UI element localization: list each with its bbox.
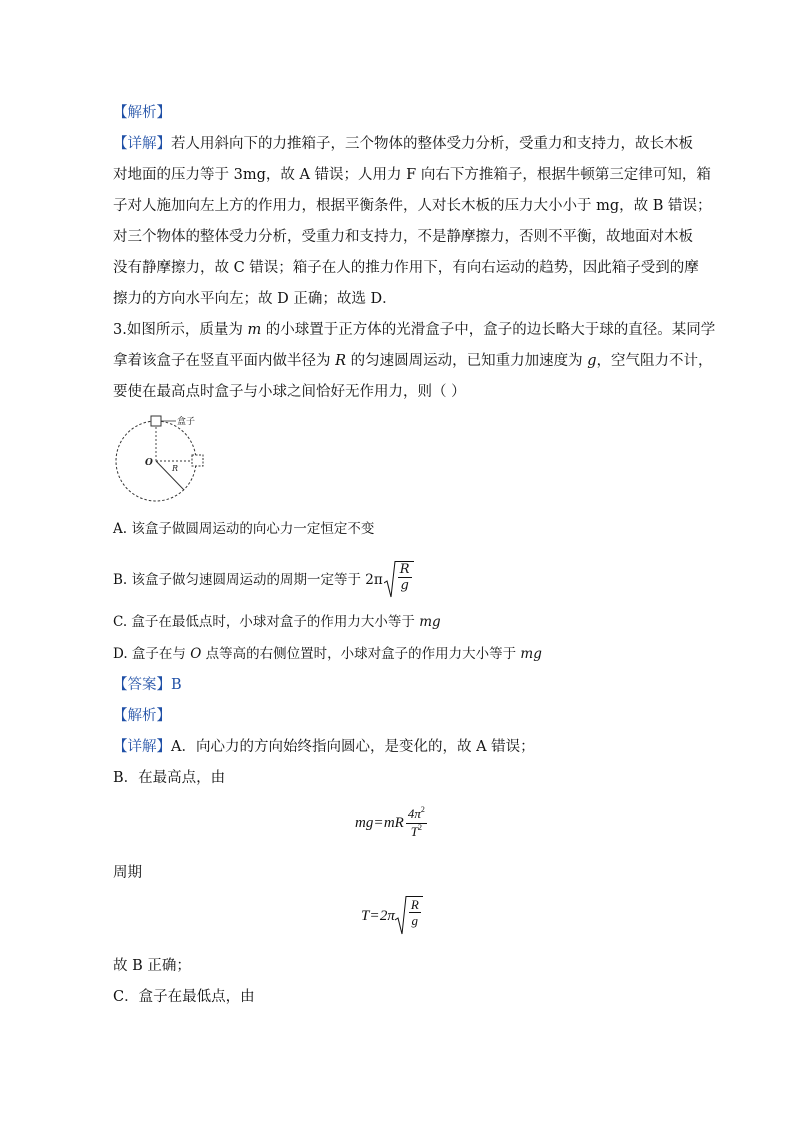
analysis2-line-b: B．在最高点，由 (113, 770, 226, 786)
detail-line-1 (113, 134, 693, 154)
eq1-equals: = (374, 815, 383, 831)
detail-line-2: 对地面的压力等于 3mg，故 A 错误；人用力 F 向右下方推箱子，根据牛顿第三定律可知，箱 (113, 167, 711, 183)
eq2-num: R (410, 897, 419, 912)
eq1-den: T (410, 824, 418, 839)
option-d-text: D. 盒子在与 (113, 646, 191, 662)
circle-motion-figure (110, 410, 230, 510)
option-b-sqrt (384, 561, 414, 599)
option-c-text: C. 盒子在最低点时，小球对盒子的作用力大小等于 (113, 614, 420, 630)
option-b-text: B. 该盒子做匀速圆周运动的周期一定等于 2π (113, 572, 383, 588)
b-den: g (400, 578, 409, 593)
eq2-equals: = (370, 907, 379, 924)
analysis2-line-a-text: A．向心力的方向始终指向圆心，是变化的，故 A 错误； (171, 739, 535, 755)
option-d-mg: mg (520, 646, 542, 662)
box-top (151, 416, 161, 426)
option-c-mg: mg (419, 614, 441, 630)
detail-line-4: 对三个物体的整体受力分析，受重力和支持力，不是静摩擦力，否则不平衡，故地面对木板 (113, 229, 693, 245)
eq1-mR: mR (383, 815, 404, 831)
q-text: 3.如图所示，质量为 (113, 322, 248, 338)
center-label: O (145, 458, 153, 468)
q-text: 的小球置于正方体的光滑盒子中，盒子的边长略大于球的直径。某同学 (261, 322, 716, 338)
option-a: A. 该盒子做圆周运动的向心力一定恒定不变 (113, 521, 375, 537)
question-line-3: 要使在最高点时盒子与小球之间恰好无作用力，则（ ） (113, 384, 466, 400)
radius-line (156, 461, 184, 490)
option-d-O: O (190, 646, 202, 662)
detail-text: 若人用斜向下的力推箱子，三个物体的整体受力分析，受重力和支持力，故长木板 (171, 136, 693, 152)
option-d-text2: 点等高的右侧位置时，小球对盒子的作用力大小等于 (201, 646, 521, 662)
radical-sign (384, 561, 396, 599)
b-num: R (399, 562, 410, 577)
detail-line-5: 没有静摩擦力，故 C 错误；箱子在人的推力作用下，有向右运动的趋势，因此箱子受到的摩 (113, 260, 699, 276)
answer (113, 675, 182, 695)
option-d (113, 644, 542, 664)
q-var-g: g (587, 353, 597, 369)
equation-1 (355, 806, 429, 841)
answer-text: 【答案】B (113, 677, 182, 693)
eq2-sqrt (395, 896, 423, 936)
equation-2 (361, 896, 423, 936)
period-label: 周期 (113, 865, 142, 881)
q-text: 拿着该盒子在竖直平面内做半径为 (113, 353, 336, 369)
eq2-left: T (361, 907, 370, 924)
eq1-left: mg (355, 815, 374, 831)
question-line-1 (113, 320, 716, 340)
option-b (113, 561, 414, 599)
detail-tag-2: 【详解】 (113, 739, 171, 755)
analysis2-line-c: C．盒子在最低点，由 (113, 989, 255, 1005)
option-c (113, 612, 441, 632)
analysis-heading-2: 【解析】 (113, 708, 171, 724)
box-label: 盒子 (177, 417, 196, 427)
q-var-R: R (335, 353, 347, 369)
q-text: ，空气阻力不计， (596, 353, 713, 369)
eq2-coef: 2π (379, 907, 395, 924)
detail-line-6: 擦力的方向水平向左；故 D 正确；故选 D． (113, 291, 397, 307)
analysis2-line-b-end: 故 B 正确； (113, 958, 191, 974)
q-text: 的匀速圆周运动，已知重力加速度为 (346, 353, 588, 369)
eq1-fraction (406, 806, 427, 841)
detail-tag: 【详解】 (113, 136, 171, 152)
radius-label: R (172, 464, 179, 473)
q-var-m: m (247, 322, 262, 338)
eq2-den: g (411, 913, 419, 928)
eq1-den-exp: 2 (417, 823, 422, 832)
box-right (192, 455, 203, 466)
analysis-heading-1: 【解析】 (113, 105, 171, 121)
eq1-num-exp: 2 (420, 805, 425, 814)
radical-sign-2 (395, 896, 407, 936)
eq1-num: 4π (407, 806, 421, 821)
question-line-2 (113, 351, 713, 371)
detail-line-3: 子对人施加向左上方的作用力，根据平衡条件，人对长木板的压力大小小于 mg，故 B 错误； (113, 198, 712, 214)
analysis2-line-a (113, 737, 535, 757)
